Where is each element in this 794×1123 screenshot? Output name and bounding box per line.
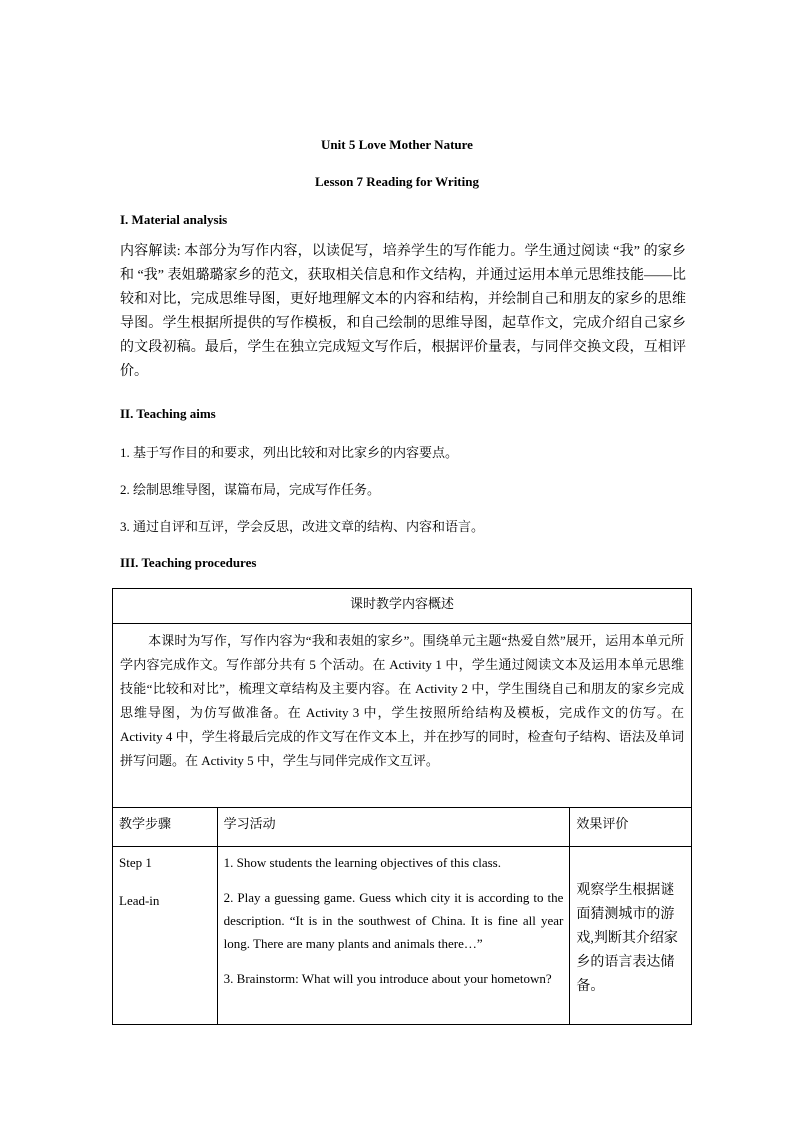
teaching-aim-2: 2. 绘制思维导图，谋篇布局，完成写作任务。 [120,482,381,497]
header-evaluation [570,808,692,847]
header-activity-label: 学习活动 [223,816,276,831]
material-analysis-text: 内容解读: 本部分为写作内容，以读促写，培养学生的写作能力。学生通过阅读 “我” 的家乡和 “我” 表姐璐璐家乡的范文，获取相关信息和作文结构，并通过运用本单元思维技能——比较和对比，完成思维导图，更好地理解文本的内容和结构，并绘制自己和朋友的家乡的思维导图。学生根据所提供的写作模板，和自己绘制的思维导图，起草作文，完成介绍自己家乡的文段初稿。最后，学生在独立完成短文写作后，根据评价量表，与同伴交换文段，互相评价。 [120,244,686,379]
table-row [113,847,692,1025]
teaching-procedures-heading: III. Teaching procedures [120,555,257,570]
header-step-label: 教学步骤 [119,816,172,831]
header-activity [217,808,570,847]
teaching-aim-3: 3. 通过自评和互评，学会反思，改进文章的结构、内容和语言。 [120,519,485,534]
lesson-title: Lesson 7 Reading for Writing [315,174,479,189]
header-step [113,808,218,847]
teaching-aim-1: 1. 基于写作目的和要求，列出比较和对比家乡的内容要点。 [120,445,459,460]
material-analysis-heading: I. Material analysis [120,212,228,227]
procedures-table [112,588,692,1025]
activity-cell [217,847,570,1025]
table-caption: 课时教学内容概述 [113,589,692,624]
unit-title: Unit 5 Love Mother Nature [321,137,473,152]
step-cell [113,847,218,1025]
evaluation-cell: 观察学生根据谜面猜测城市的游戏,判断其介绍家乡的语言表达储备。 [570,847,692,1025]
header-evaluation-label: 效果评价 [576,816,629,831]
teaching-aims-heading: II. Teaching aims [120,406,216,421]
step-number: Step 1 [119,855,152,870]
activity-item: 1. Show students the learning objectives of this class. [223,855,501,870]
lesson-overview [113,624,692,808]
activity-item: 2. Play a guessing game. Guess which city it is according to the description. “It is in the southwest of China. It is fine all year long. There are many plants and animals there…” [223,890,564,951]
lesson-overview-text: 本课时为写作，写作内容为“我和表姐的家乡”。围绕单元主题“热爱自然”展开，运用本单元所学内容完成作文。写作部分共有 5 个活动。在 Activity 1 中，学生通过阅读文本及运用本单元思维技能“比较和对比”，梳理文章结构及主要内容。在 Activity 2 中，学生围绕自己和朋友的家乡完成思维导图，为仿写做准备。在 Activity 3 中，学生按照所给结构及模板，完成作文的仿写。在 Activity 4 中，学生将最后完成的作文写在作文本上，并在抄写的同时，检查句子结构、语法及单词拼写问题。在 Activity 5 中，学生与同伴完成作文互评。 [120,633,684,768]
activity-item: 3. Brainstorm: What will you introduce about your hometown? [223,971,552,986]
step-stage: Lead-in [119,893,160,908]
